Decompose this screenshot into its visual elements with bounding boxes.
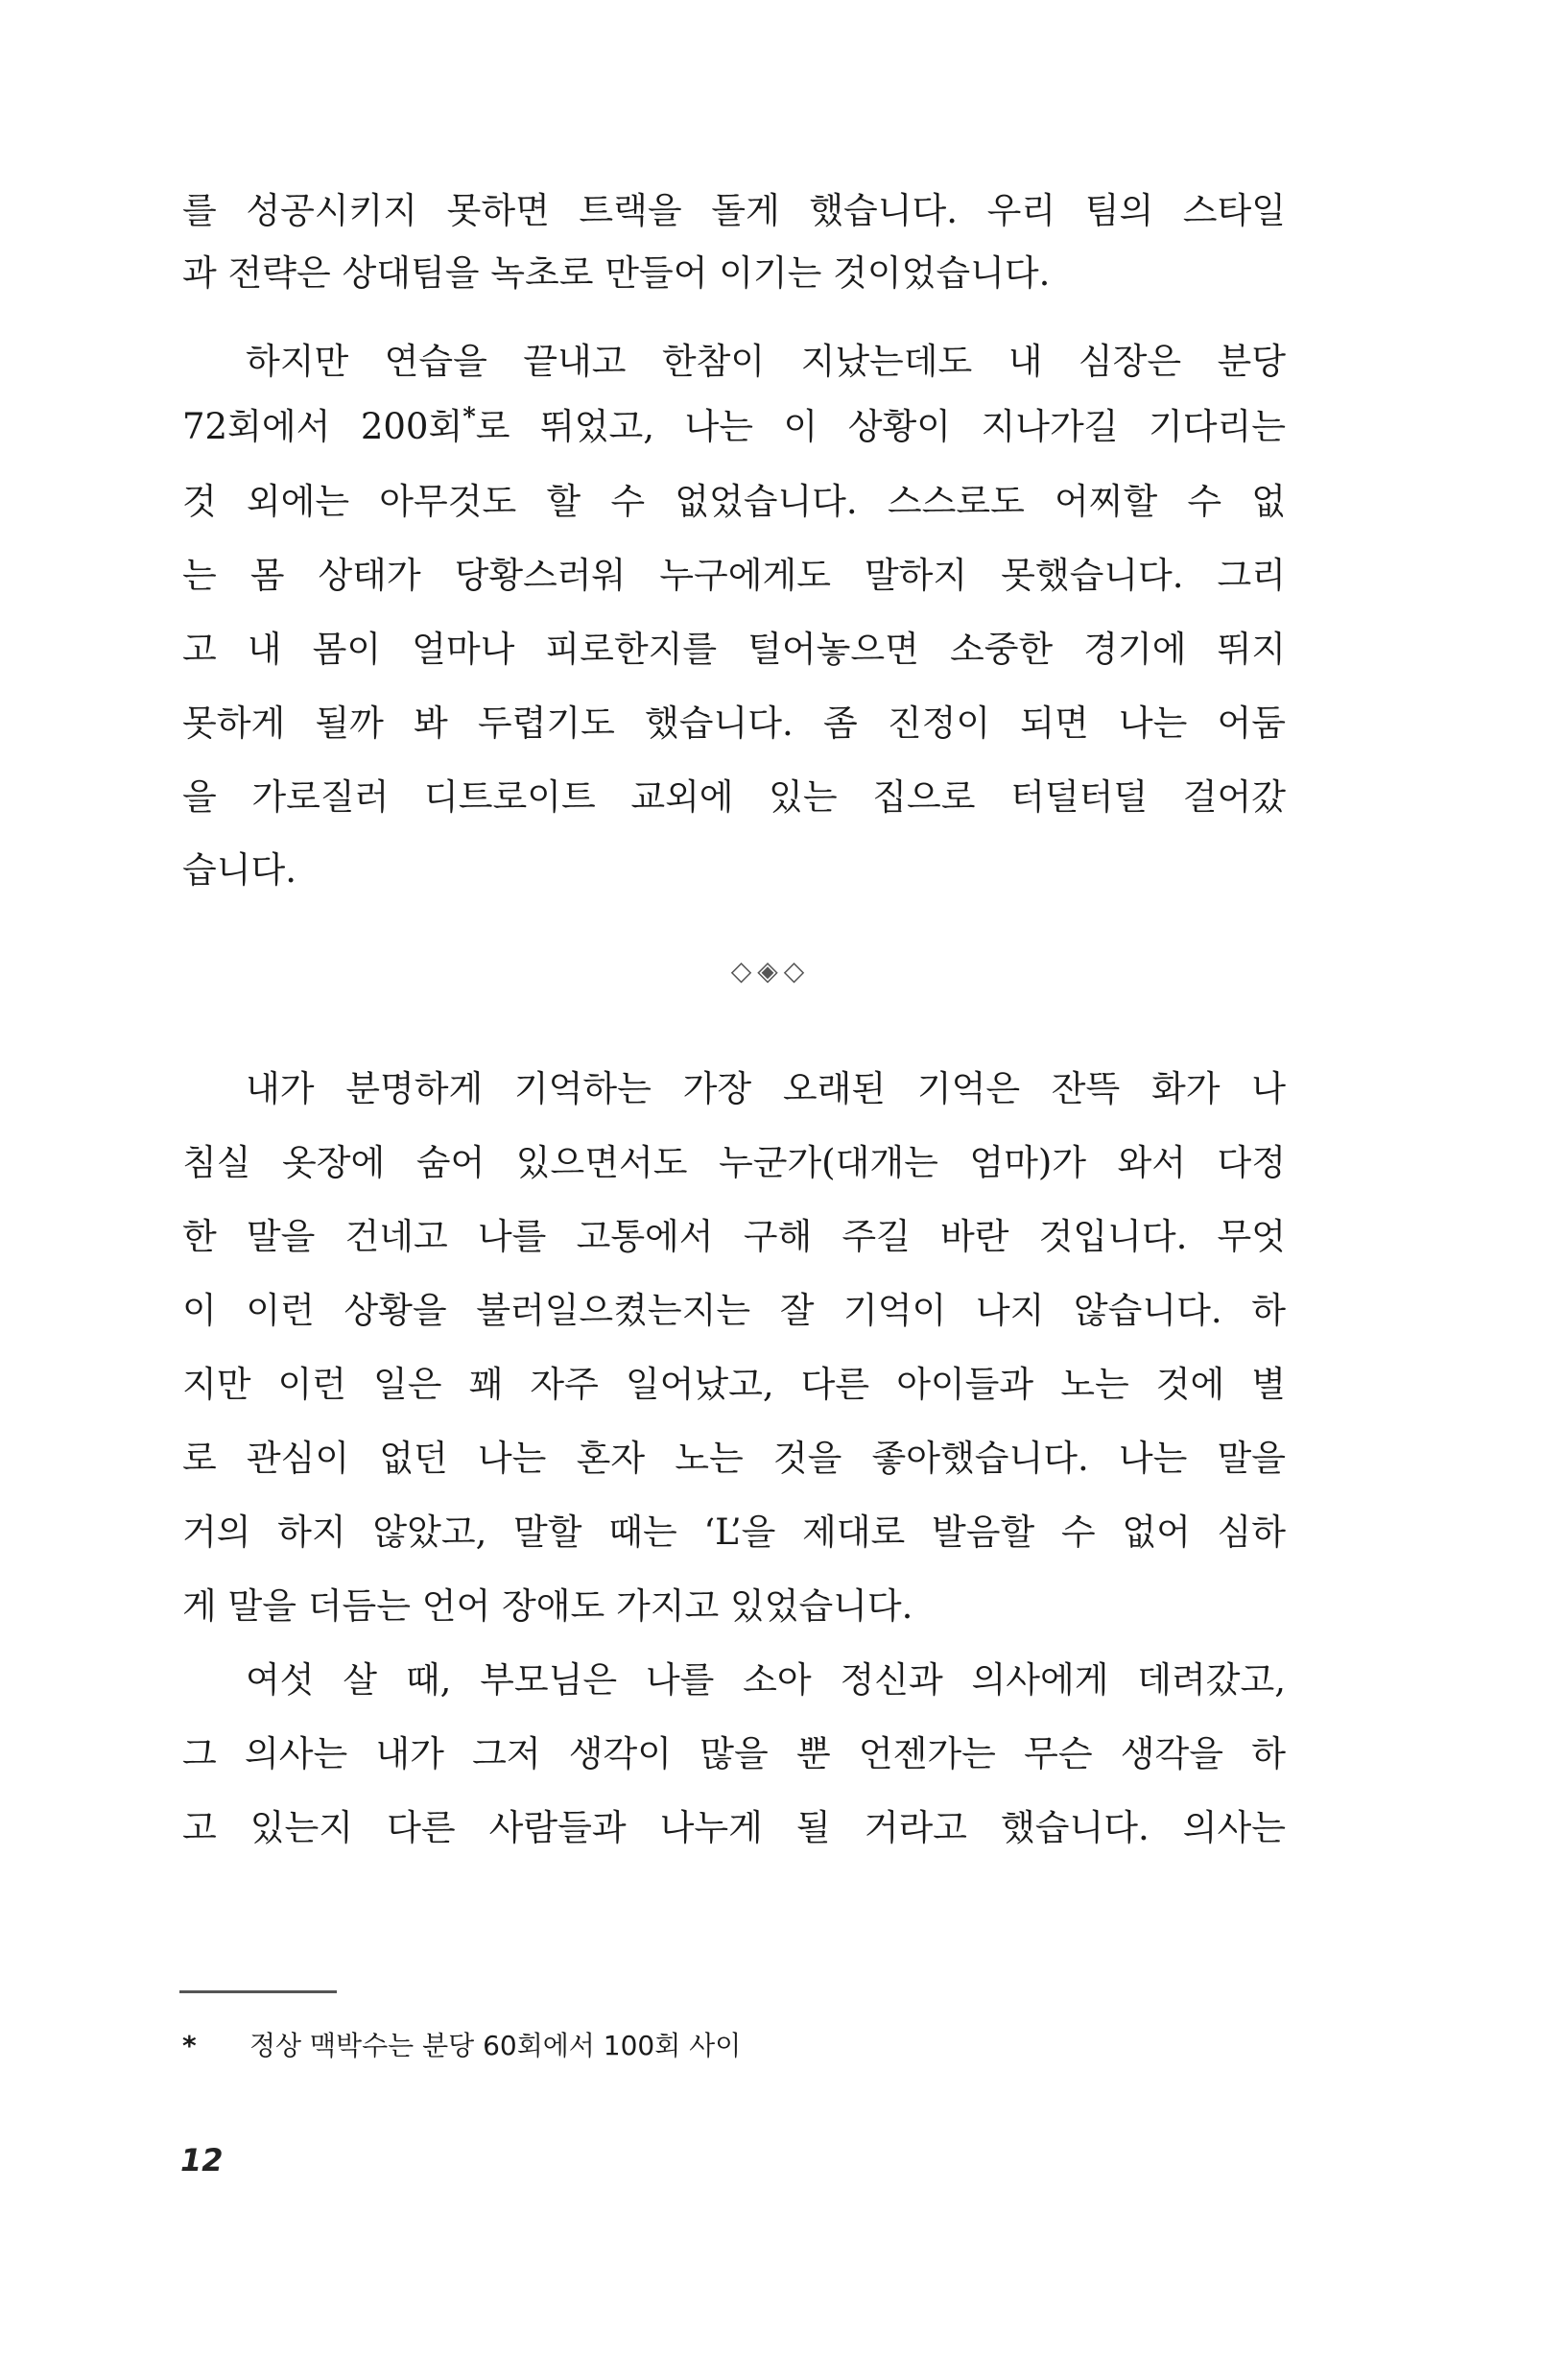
text-line: 여섯 살 때, 부모님은 나를 소아 정신과 의사에게 데려갔고, bbox=[246, 1659, 1286, 1701]
footnote bbox=[182, 2025, 741, 2063]
text-line: 지만 이런 일은 꽤 자주 일어났고, 다른 아이들과 노는 것에 별 bbox=[182, 1364, 1286, 1405]
footnote-reference: * bbox=[462, 403, 476, 432]
page-number: 12 bbox=[180, 2142, 224, 2178]
text-line: 한 말을 건네고 나를 고통에서 구해 주길 바란 것입니다. 무엇 bbox=[182, 1216, 1286, 1257]
text-line: 과 전략은 상대팀을 녹초로 만들어 이기는 것이었습니다. bbox=[182, 252, 1051, 294]
text-line: 내가 분명하게 기억하는 가장 오래된 기억은 잔뜩 화가 나 bbox=[246, 1068, 1286, 1109]
text-line: 침실 옷장에 숨어 있으면서도 누군가(대개는 엄마)가 와서 다정 bbox=[182, 1142, 1286, 1183]
text-line-with-footnote-ref bbox=[182, 398, 1286, 456]
text-line: 로 관심이 없던 나는 혼자 노는 것을 좋아했습니다. 나는 말을 bbox=[182, 1438, 1286, 1479]
text-line: 거의 하지 않았고, 말할 때는 ‘L’을 제대로 발음할 수 없어 심하 bbox=[182, 1511, 1286, 1553]
footnote-mark: * bbox=[182, 2030, 197, 2061]
text-line: 을 가로질러 디트로이트 교외에 있는 집으로 터덜터덜 걸어갔 bbox=[182, 776, 1286, 818]
text-line: 하지만 연습을 끝내고 한참이 지났는데도 내 심장은 분당 bbox=[246, 341, 1286, 382]
footnote-text: 정상 맥박수는 분당 60회에서 100회 사이 bbox=[249, 2030, 742, 2061]
text-line: 는 몸 상태가 당황스러워 누구에게도 말하지 못했습니다. 그리 bbox=[182, 555, 1286, 596]
text-line: 것 외에는 아무것도 할 수 없었습니다. 스스로도 어찌할 수 없 bbox=[182, 481, 1286, 522]
text-line: 이 이런 상황을 불러일으켰는지는 잘 기억이 나지 않습니다. 하 bbox=[182, 1290, 1286, 1331]
text-span: 72회에서 200회 bbox=[182, 406, 463, 447]
text-line: 를 성공시키지 못하면 트랙을 돌게 했습니다. 우리 팀의 스타일 bbox=[182, 190, 1286, 231]
text-line: 그 의사는 내가 그저 생각이 많을 뿐 언젠가는 무슨 생각을 하 bbox=[182, 1733, 1286, 1774]
section-divider-ornament: ◇◈◇ bbox=[730, 955, 811, 987]
text-span: 로 뛰었고, 나는 이 상황이 지나가길 기다리는 bbox=[475, 406, 1286, 447]
text-line: 습니다. bbox=[182, 849, 296, 891]
text-line: 못하게 될까 봐 두렵기도 했습니다. 좀 진정이 되면 나는 어둠 bbox=[182, 702, 1286, 744]
footnote-rule bbox=[179, 1990, 337, 1993]
text-line: 게 말을 더듬는 언어 장애도 가지고 있었습니다. bbox=[182, 1585, 913, 1627]
text-line: 고 내 몸이 얼마나 피로한지를 털어놓으면 소중한 경기에 뛰지 bbox=[182, 629, 1286, 670]
text-line: 고 있는지 다른 사람들과 나누게 될 거라고 했습니다. 의사는 bbox=[182, 1807, 1286, 1848]
